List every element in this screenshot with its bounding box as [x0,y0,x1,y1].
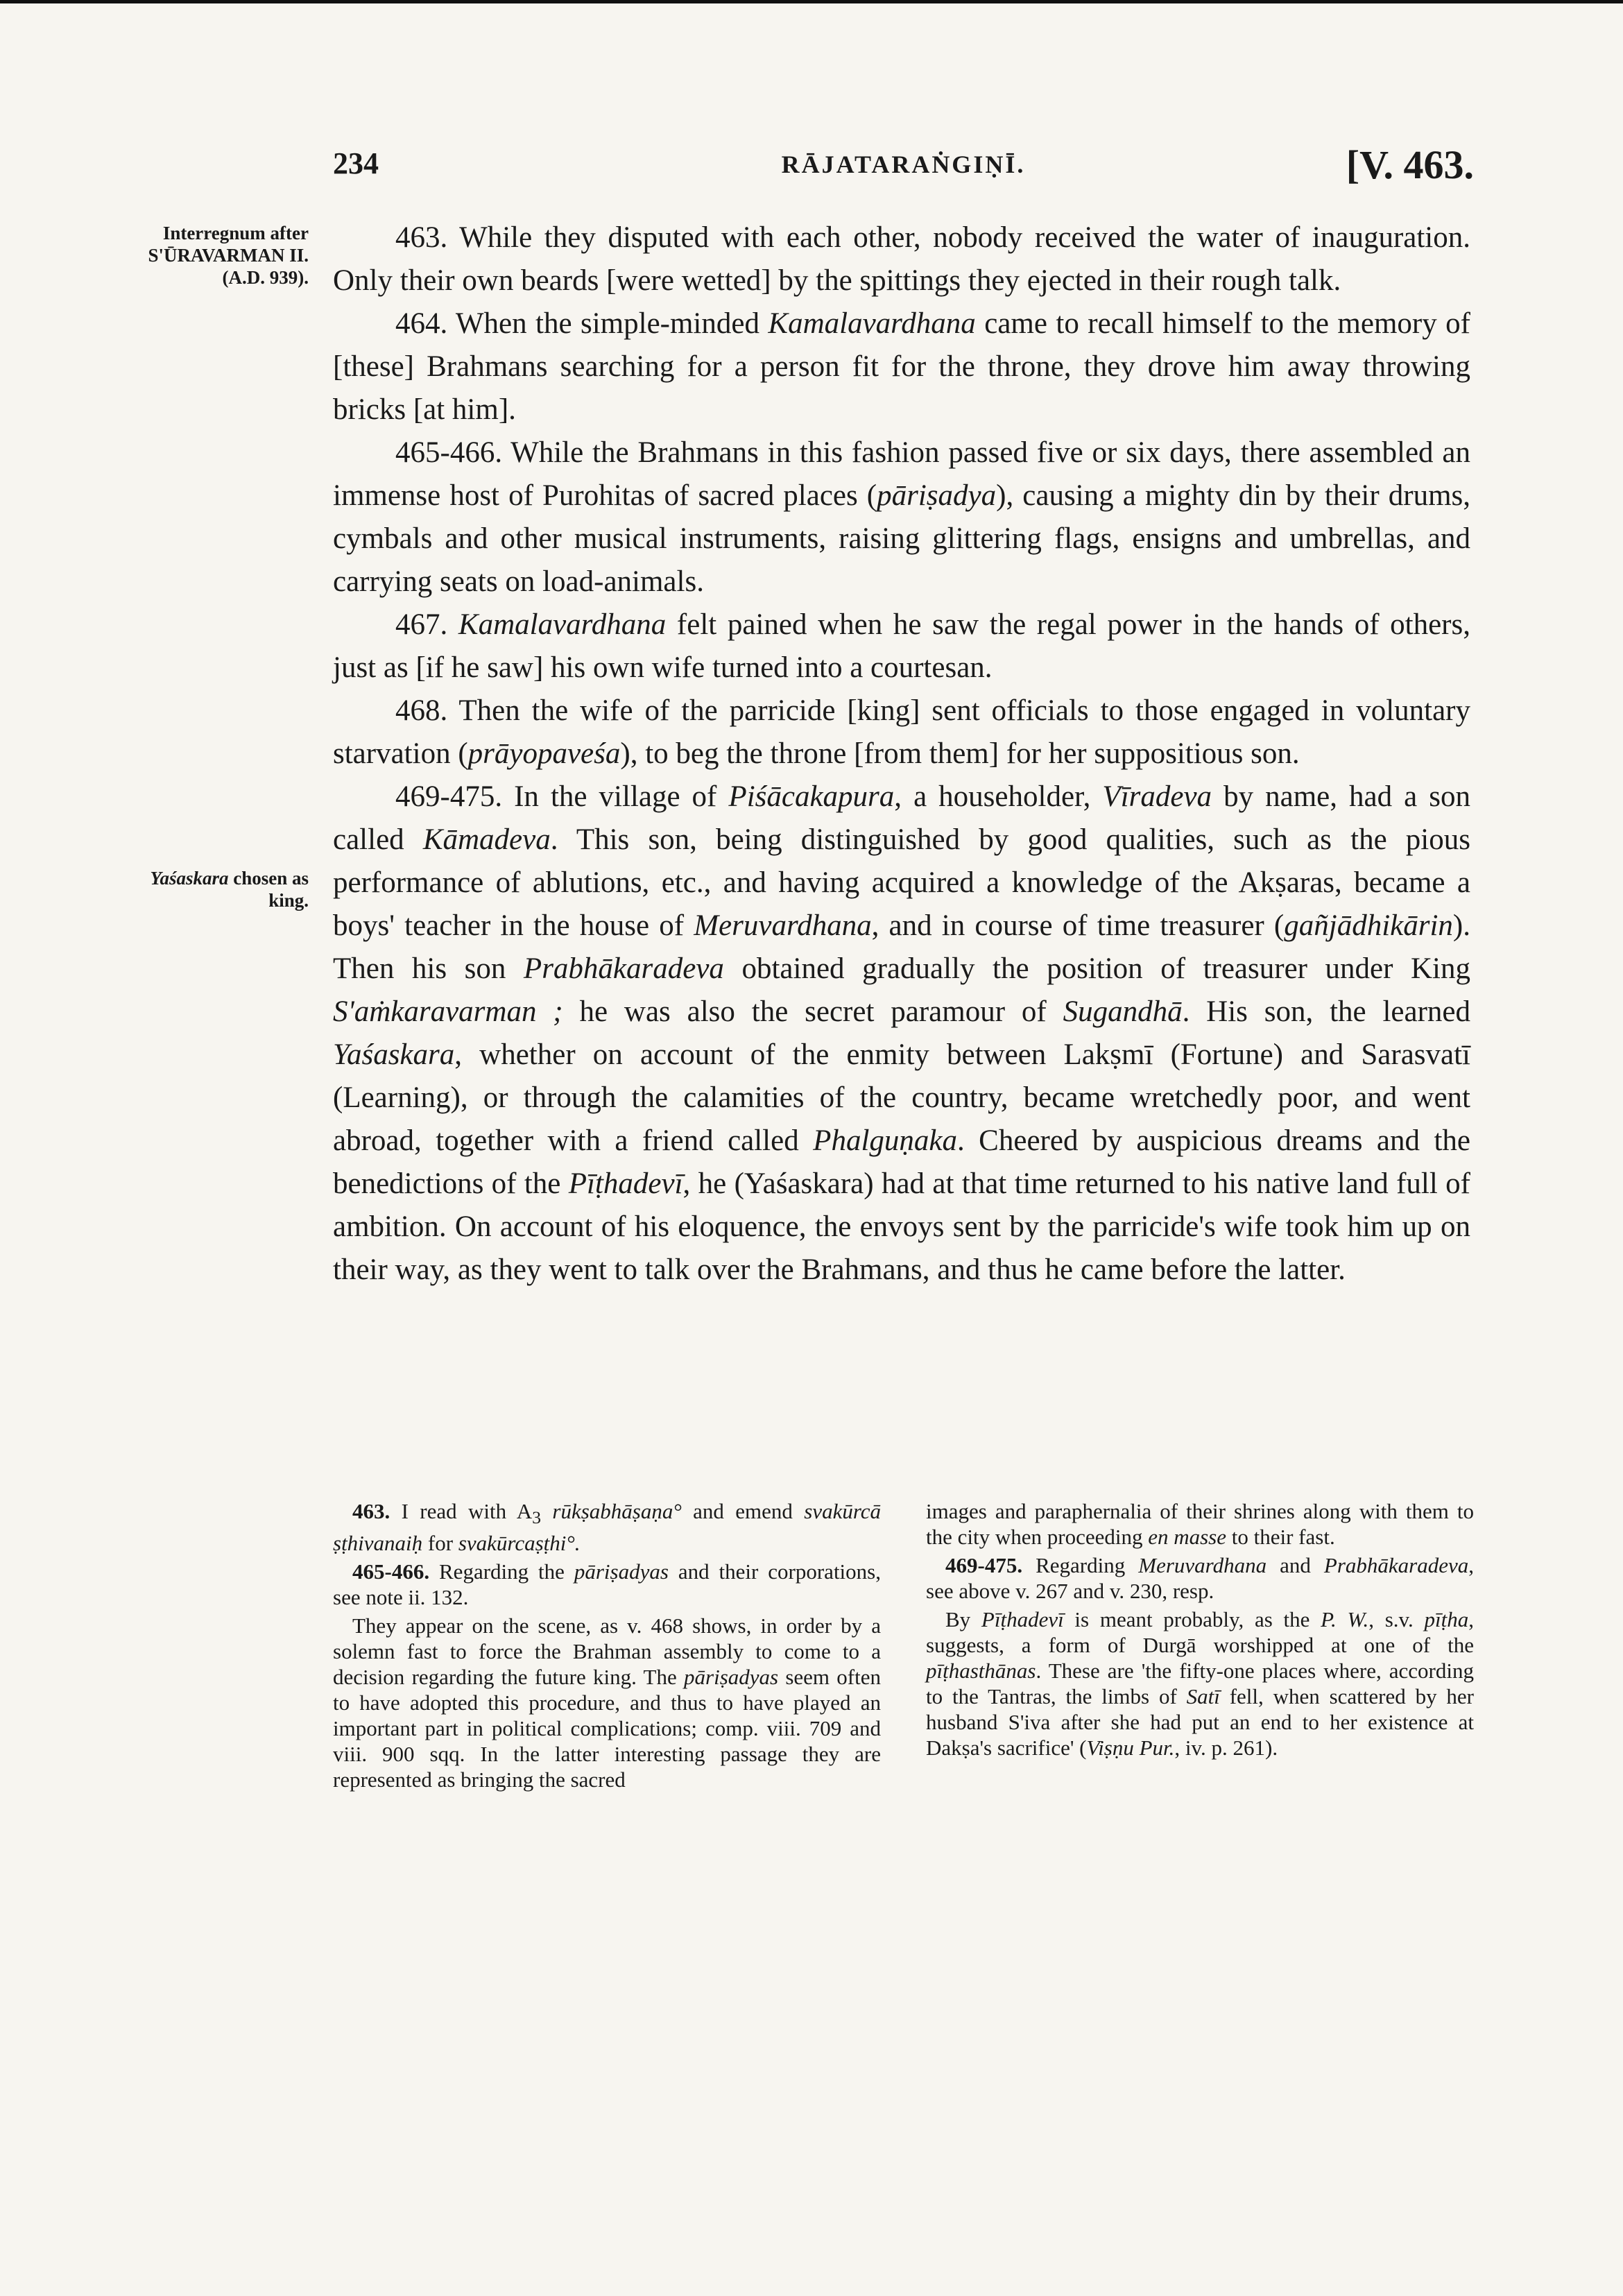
sidenote-line: (A.D. 939). [222,267,309,288]
verse-465-466: 465-466. While the Brahmans in this fashion passed five or six days, there assembled an immense host of Purohitas of sacred places (pāriṣadya), causing a mighty din by their drums, cymbals and other musical instruments, raising glittering flags, ensigns and umbrellas, and carrying seats on load-animals. [333,436,1471,598]
sidenote-line: Interregnum after [162,223,309,243]
page-number: 234 [333,146,379,180]
sidenote-line: Yaśaskara chosen as [150,868,309,889]
note-465-466-end: images and paraphernalia of their shrines along with them to the city when proceeding en masse to their fast. [926,1499,1474,1549]
verse-463: 463. While they disputed with each other, nobody received the water of inauguration. Only their own beards [were wetted] by the spittings they ejected in their rough talk. [333,221,1470,297]
note-469-475-cont: By Pīṭhadevī is meant probably, as the P. W., s.v. pīṭha, suggests, a form of Durgā worshipped at one of the pīṭhasthānas. These are 'the fifty-one places where, according to the Tantras, the limbs of Satī fell, when scattered by her husband S'iva after she had put an end to her existence at Dakṣa's sacrifice' (Viṣṇu Pur., iv. p. 261). [926,1607,1475,1760]
verse-reference: [V. 463. [1346,142,1474,187]
sidenote-line: king. [268,890,309,911]
footnotes [333,1498,1474,1873]
verse-468: 468. Then the wife of the parricide [king] sent officials to those engaged in voluntary starvation (prāyopaveśa), to beg the throne [from them] for her suppositious son. [333,694,1470,770]
note-465-466-cont: They appear on the scene, as v. 468 shows, in order by a solemn fast to force the Brahman assembly to come to a decision regarding the future king. The pāriṣadyas seem often to have adopted this procedure, and thus to have played an important part in political complications; comp. viii. 709 and viii. 900 sqq. In the latter interesting passage they are represented as bringing the sacred [333,1613,881,1792]
verse-467: 467. Kamalavardhana felt pained when he saw the regal power in the hands of others, just as [if he saw] his own wife turned into a courtesan. [333,608,1470,684]
footnotes-left-column [333,1498,881,1795]
verse-469-475: 469-475. In the village of Piśācakapura, a householder, Vīradeva by name, had a son called Kāmadeva. This son, being distinguished by good qualities, such as the pious performance of ablutions, etc., and having acquired a knowledge of the Akṣaras, became a boys' teacher in the house of Meruvardhana, and in course of time treasurer (gañjādhikārin). Then his son Prabhākaradeva obtained gradually the position of treasurer under King S'aṁkaravarman ; he was also the secret paramour of Sugandhā. His son, the learned Yaśaskara, whether on account of the enmity between Lakṣmī (Fortune) and Sarasvatī (Learning), or through the calamities of the country, became wretchedly poor, and went abroad, together with a friend called Phalguṇaka. Cheered by auspicious dreams and the benedictions of the Pīṭhadevī, he (Yaśaskara) had at that time returned to his native land full of ambition. On account of his eloquence, the envoys sent by the parricide's wife took him up on their way, as they went to talk over the Brahmans, and thus he came before the latter. [333,780,1471,1286]
note-469-475: 469-475. Regarding Meruvardhana and Prabhākaradeva, see above v. 267 and v. 230, resp. [926,1553,1474,1603]
page-header [333,142,1474,194]
verse-464: 464. When the simple-minded Kamalavardhana came to recall himself to the memory of [these] Brahmans searching for a person fit for the throne, they drove him away throwing bricks [at him]. [333,307,1470,426]
sidenote-yasaskara [69,867,309,911]
main-text [333,216,1470,1292]
note-463: 463. I read with $A_3$ rūkṣabhāṣaṇa° and emend svakūrcā ṣṭhivanaiḥ for svakūrcaṣṭhi°. [333,1499,882,1556]
footnotes-right-column [926,1498,1474,1763]
running-title: RĀJATARAṄGIṆĪ. [781,151,1026,178]
sidenote-line: S'ŪRAVARMAN II. [148,245,309,266]
note-465-466: 465-466. Regarding the pāriṣadyas and their corporations, see note ii. 132. [333,1559,881,1610]
sidenote-interregnum [69,222,309,289]
top-border-line [0,0,1623,3]
